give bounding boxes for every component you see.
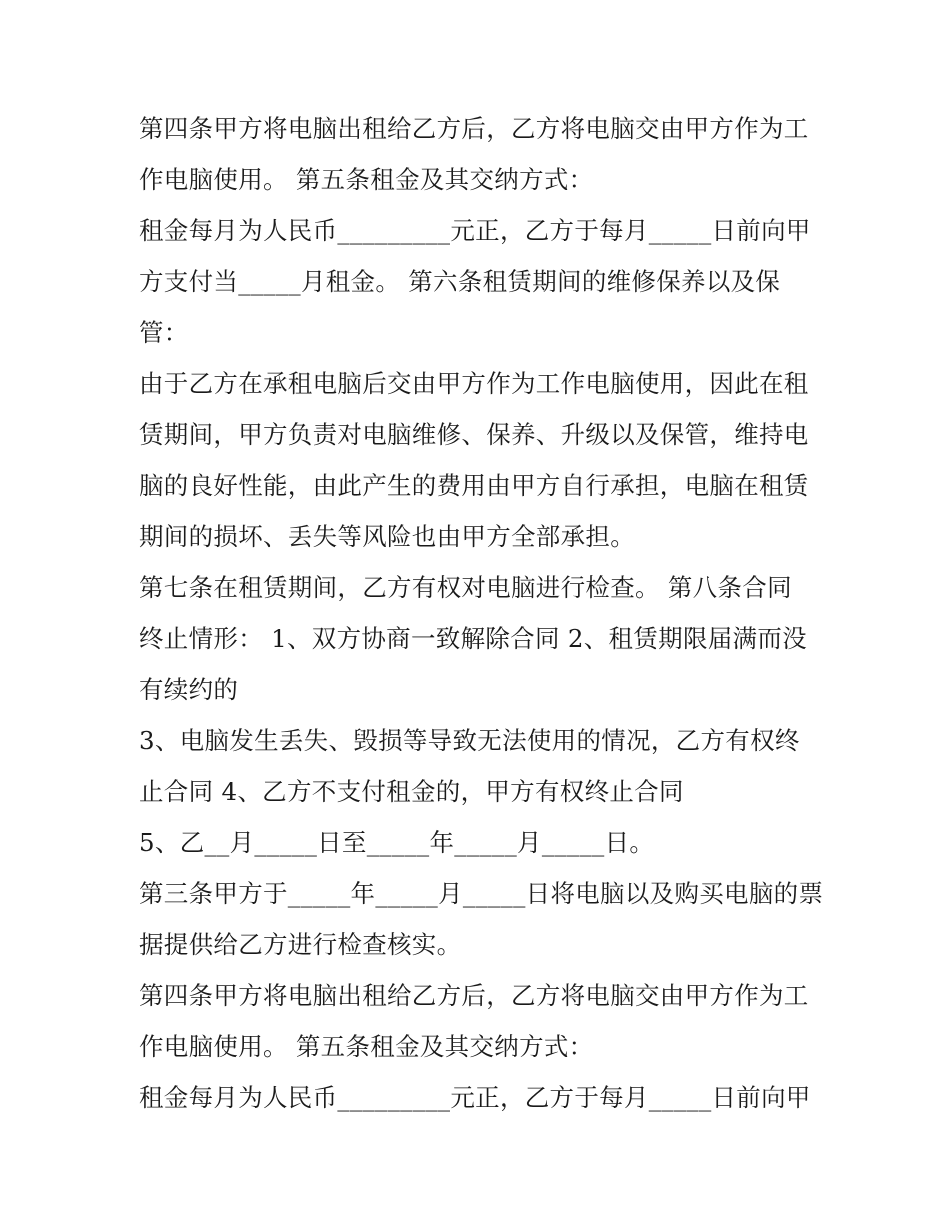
text-line: 止合同 4、乙方不支付租金的，甲方有权终止合同 bbox=[139, 777, 684, 806]
text-line: 5、乙__月_____日至_____年_____月_____日。 bbox=[139, 828, 655, 857]
text-line: 管： bbox=[139, 318, 189, 347]
text-line: 脑的良好性能，由此产生的费用由甲方自行承担，电脑在租赁 bbox=[139, 471, 809, 500]
text-line: 租金每月为人民币_________元正，乙方于每月_____日前向甲 bbox=[139, 1083, 811, 1112]
text-line: 赁期间，甲方负责对电脑维修、保养、升级以及保管，维持电 bbox=[139, 420, 809, 449]
text-line: 终止情形： 1、双方协商一致解除合同 2、租赁期限届满而没 bbox=[139, 624, 807, 653]
text-line: 有续约的 bbox=[139, 675, 239, 704]
text-line: 第四条甲方将电脑出租给乙方后，乙方将电脑交由甲方作为工 bbox=[139, 981, 809, 1010]
text-line: 期间的损坏、丢失等风险也由甲方全部承担。 bbox=[139, 522, 635, 551]
text-line: 第七条在租赁期间，乙方有权对电脑进行检查。 第八条合同 bbox=[139, 573, 792, 602]
text-line: 作电脑使用。 第五条租金及其交纳方式： bbox=[139, 1032, 594, 1061]
text-line: 第四条甲方将电脑出租给乙方后，乙方将电脑交由甲方作为工 bbox=[139, 114, 809, 143]
text-line: 租金每月为人民币_________元正，乙方于每月_____日前向甲 bbox=[139, 216, 811, 245]
text-line: 作电脑使用。 第五条租金及其交纳方式： bbox=[139, 165, 594, 194]
text-line: 第三条甲方于_____年_____月_____日将电脑以及购买电脑的票 bbox=[139, 879, 824, 908]
text-line: 3、电脑发生丢失、毁损等导致无法使用的情况，乙方有权终 bbox=[139, 726, 800, 755]
text-line: 方支付当_____月租金。 第六条租赁期间的维修保养以及保 bbox=[139, 267, 781, 296]
text-line: 由于乙方在承租电脑后交由甲方作为工作电脑使用，因此在租 bbox=[139, 369, 809, 398]
text-line: 据提供给乙方进行检查核实。 bbox=[139, 930, 462, 959]
